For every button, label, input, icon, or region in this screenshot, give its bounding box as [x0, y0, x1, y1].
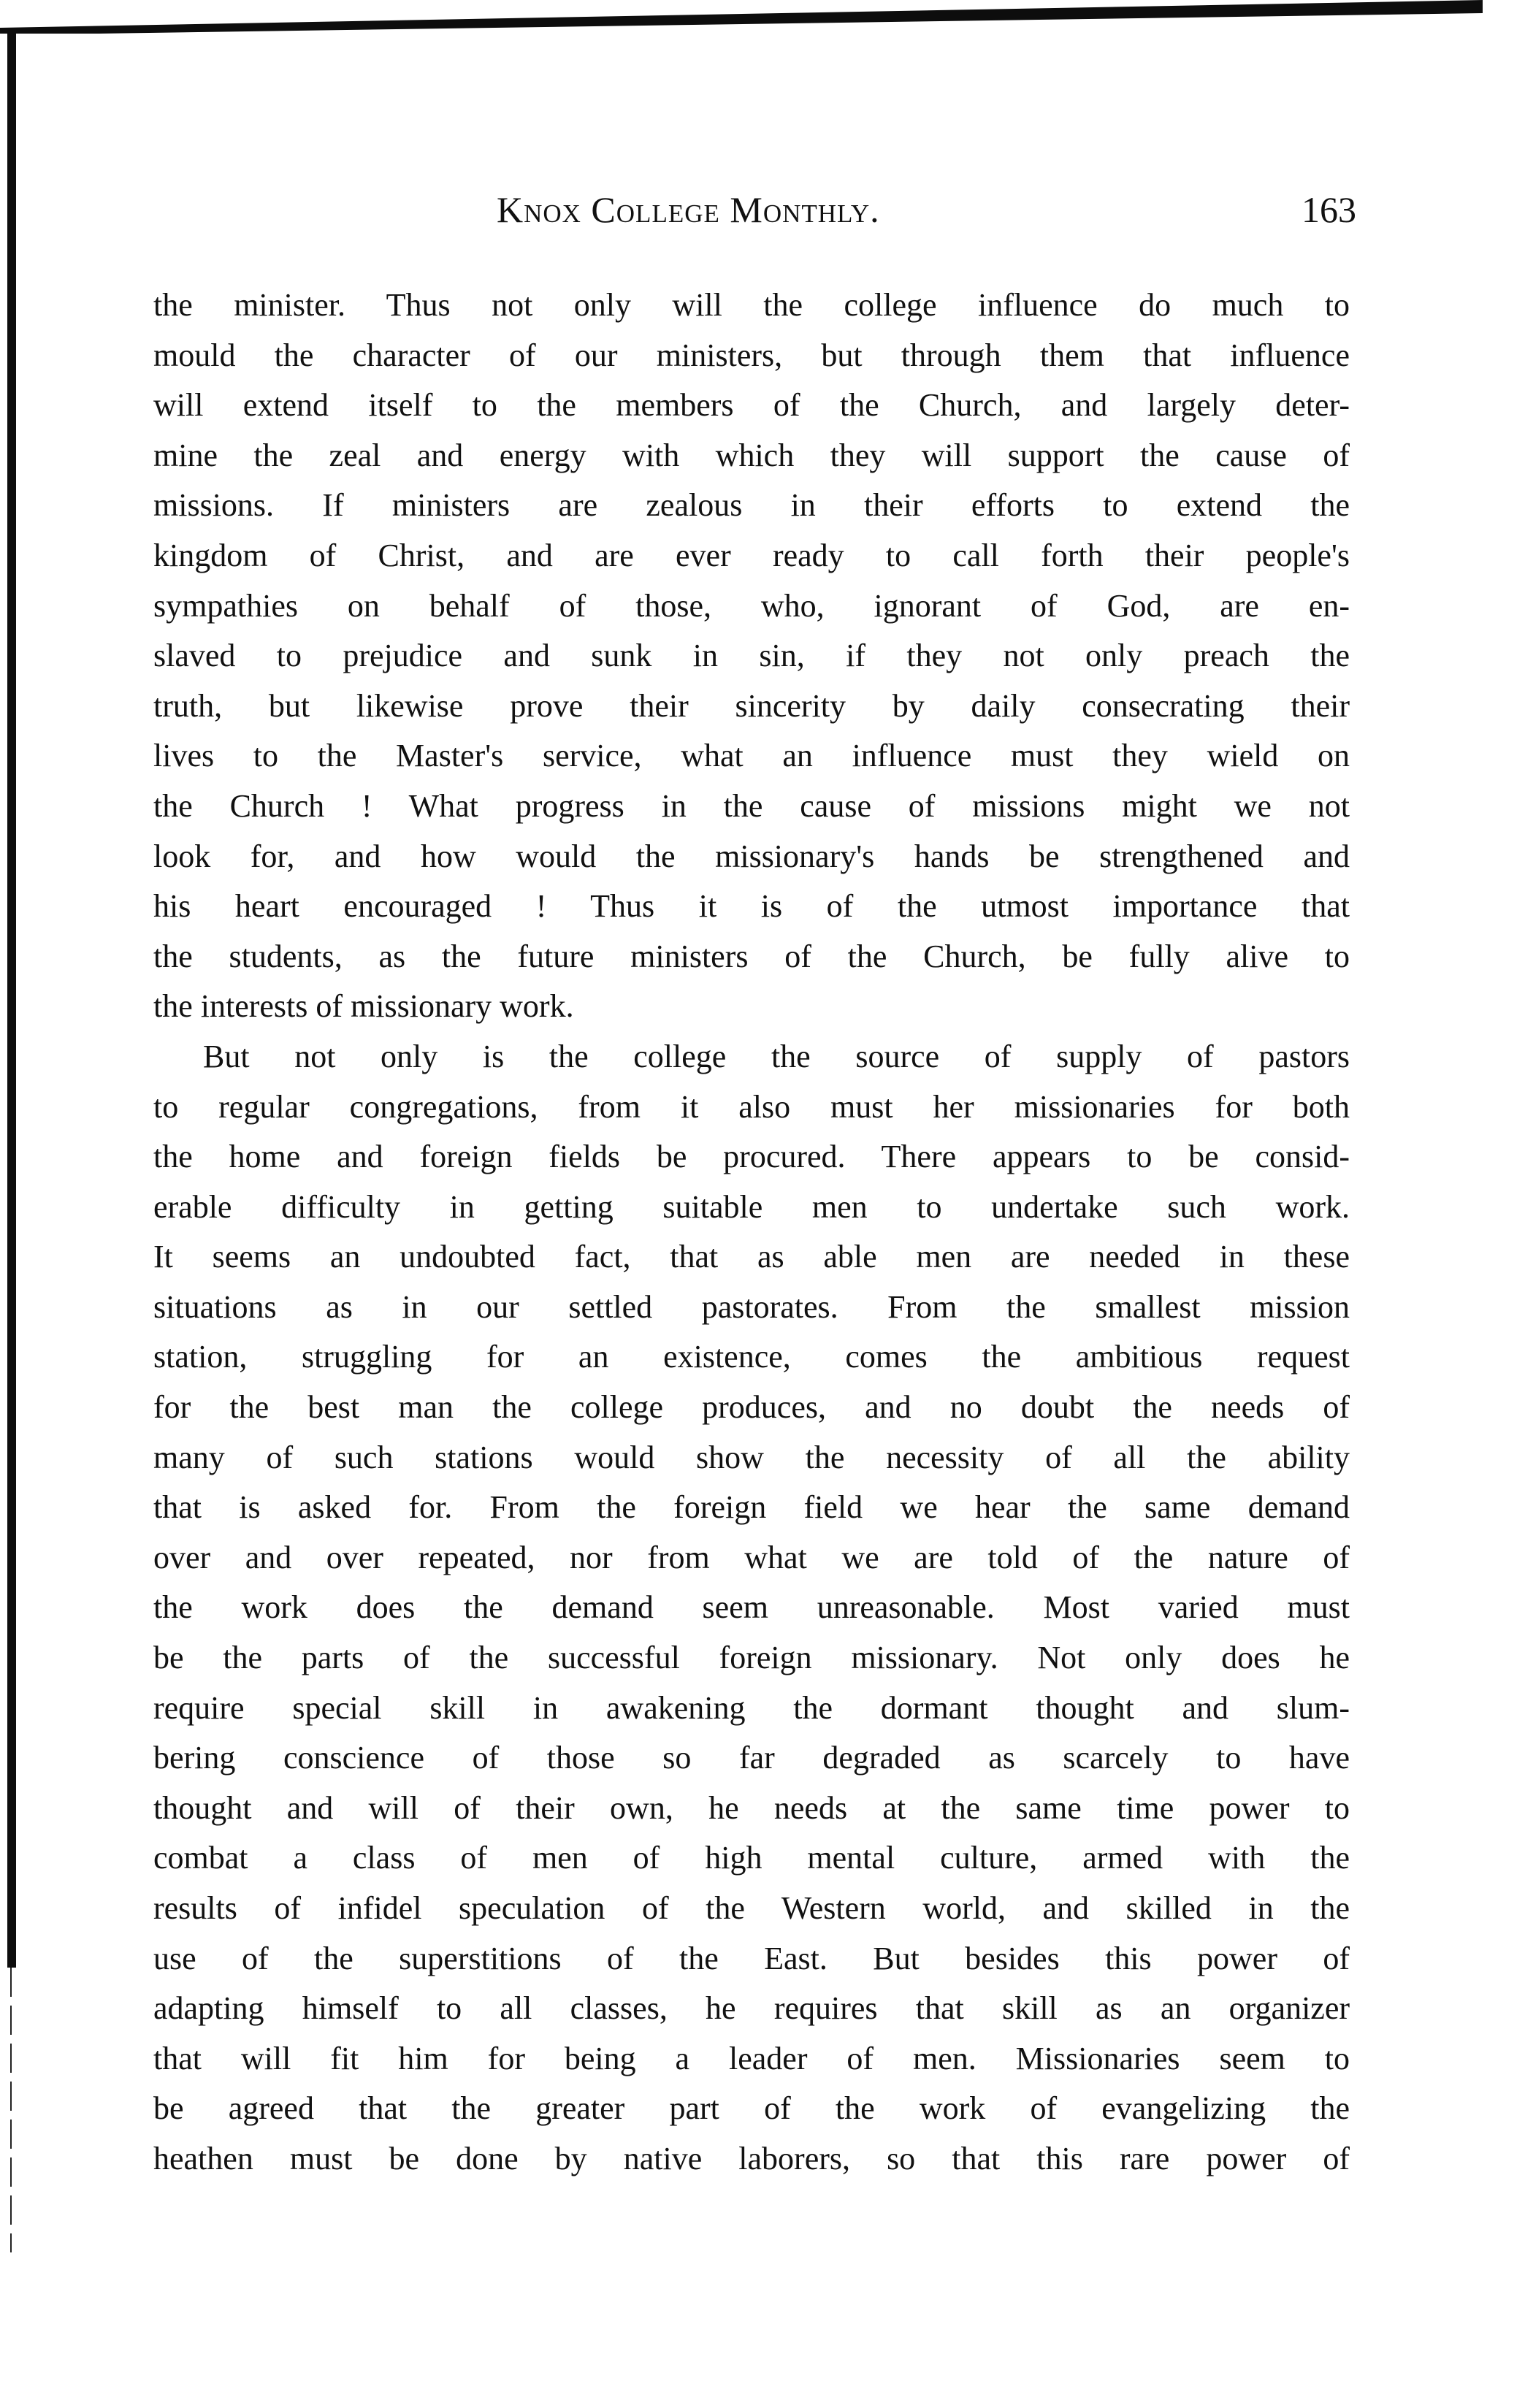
text-line: will extend itself to the members of the Church, and largely deter-: [153, 387, 1350, 424]
text-line: many of such stations would show the necessity of all the ability: [153, 1439, 1350, 1475]
text-line: combat a class of men of high mental culture, armed with the: [153, 1840, 1350, 1876]
text-line: erable difficulty in getting suitable men to undertake such work.: [153, 1188, 1350, 1225]
text-line: the Church ! What progress in the cause of missions might we not: [153, 787, 1350, 824]
text-line: be the parts of the successful foreign missionary. Not only does he: [153, 1640, 1350, 1676]
text-line: that is asked for. From the foreign field we hear the same demand: [153, 1489, 1350, 1526]
text-line: the interests of missionary work.: [153, 988, 574, 1025]
running-head: [0, 188, 1525, 240]
text-line: look for, and how would the missionary's hands be strengthened and: [153, 838, 1350, 874]
paragraph-2: [153, 1032, 1350, 2185]
text-line: be agreed that the greater part of the work of evangelizing the: [153, 2090, 1350, 2127]
text-line: slaved to prejudice and sunk in sin, if they not only preach the: [153, 638, 1350, 674]
text-line: use of the superstitions of the East. But besides this power of: [153, 1940, 1350, 1976]
text-line: results of infidel speculation of the Western world, and skilled in the: [153, 1890, 1350, 1926]
text-line: mould the character of our ministers, but through them that influence: [153, 337, 1350, 373]
text-line: the students, as the future ministers of the Church, be fully alive to: [153, 938, 1350, 974]
text-line: the work does the demand seem unreasonable. Most varied must: [153, 1589, 1350, 1626]
text-line: kingdom of Christ, and are ever ready to call forth their people's: [153, 537, 1350, 573]
text-line: that will fit him for being a leader of men. Missionaries seem to: [153, 2040, 1350, 2076]
text-line: situations as in our settled pastorates. From the smallest mission: [153, 1288, 1350, 1325]
text-line: missions. If ministers are zealous in their efforts to extend the: [153, 487, 1350, 524]
text-line: for the best man the college produces, and no doubt the needs of: [153, 1389, 1350, 1426]
text-line: station, struggling for an existence, comes the ambitious request: [153, 1339, 1350, 1375]
text-line: over and over repeated, nor from what we are told of the nature of: [153, 1539, 1350, 1575]
text-line: sympathies on behalf of those, who, ignorant of God, are en-: [153, 587, 1350, 624]
text-line: the home and foreign fields be procured. There appears to be consid-: [153, 1139, 1350, 1175]
paragraph-1: [153, 280, 1350, 1032]
text-line: bering conscience of those so far degraded as scarcely to have: [153, 1740, 1350, 1776]
scan-binding-edge: [7, 32, 16, 1968]
text-line: the minister. Thus not only will the college influence do much to: [153, 287, 1350, 323]
text-line: But not only is the college the source of supply of pastors: [203, 1038, 1350, 1074]
text-line: thought and will of their own, he needs at the same time power to: [153, 1789, 1350, 1826]
text-line: to regular congregations, from it also must her missionaries for both: [153, 1088, 1350, 1125]
text-line: require special skill in awakening the dormant thought and slum-: [153, 1689, 1350, 1726]
running-title: Knox College Monthly.: [497, 189, 880, 230]
text-line: It seems an undoubted fact, that as able men are needed in these: [153, 1239, 1350, 1275]
text-line: his heart encouraged ! Thus it is of the utmost importance that: [153, 888, 1350, 925]
text-line: adapting himself to all classes, he requires that skill as an organizer: [153, 1990, 1350, 2027]
text-line: heathen must be done by native laborers, so that this rare power of: [153, 2140, 1350, 2176]
page-number: 163: [1302, 189, 1356, 230]
text-line: truth, but likewise prove their sincerity by daily consecrating their: [153, 687, 1350, 724]
text-line: mine the zeal and energy with which they will support the cause of: [153, 437, 1350, 473]
body-text: [153, 280, 1350, 2185]
scan-top-edge: [0, 0, 1483, 34]
text-line: lives to the Master's service, what an influence must they wield on: [153, 738, 1350, 774]
